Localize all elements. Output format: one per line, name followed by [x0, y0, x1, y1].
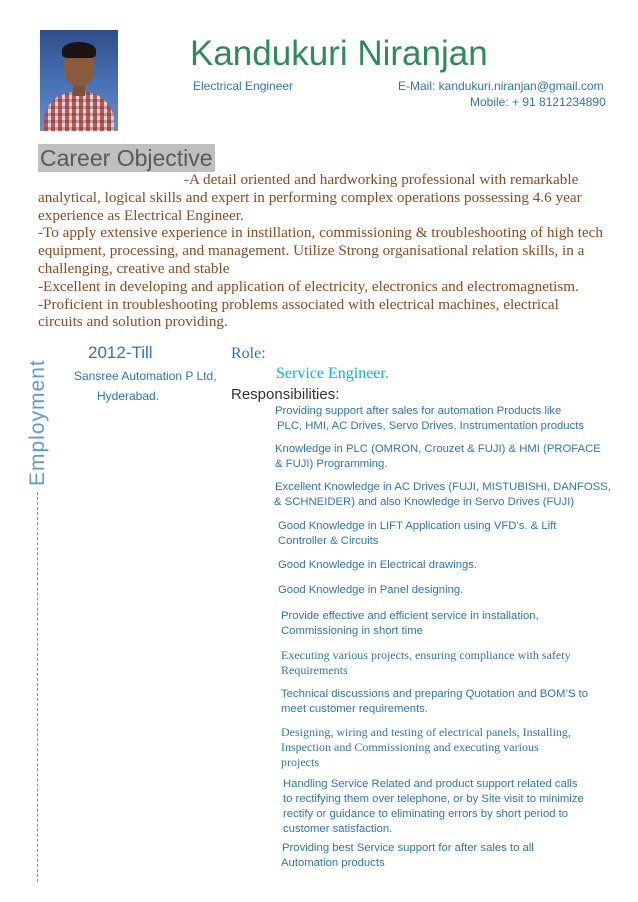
role-value: Service Engineer.	[276, 365, 389, 382]
career-line: challenging, creative and stable	[38, 259, 230, 277]
employment-divider	[37, 492, 38, 882]
responsibility-item: Executing various projects, ensuring compliance with safety Requirements	[281, 648, 571, 677]
employment-section-label: Employment	[26, 359, 49, 486]
company-city: Hyderabad.	[97, 389, 160, 403]
responsibility-item: Excellent Knowledge in AC Drives (FUJI, MISTUBISHI, DANFOSS, & SCHNEIDER) and also Knowledge in Servo Drives (FUJI)	[274, 481, 611, 508]
career-line: -Excellent in developing and application of electricity, electronics and electromagnetism.	[38, 277, 579, 295]
email-address[interactable]: E-Mail: kandukuri.niranjan@gmail.com	[398, 79, 604, 93]
career-line: analytical, logical skills and expert in performing complex operations possessing 4.6 year	[38, 188, 582, 206]
company-name: Sansree Automation P Ltd,	[74, 369, 217, 383]
employment-period: 2012-Till	[88, 343, 153, 362]
candidate-name: Kandukuri Niranjan	[190, 34, 488, 73]
responsibility-item: Good Knowledge in Electrical drawings.	[278, 559, 478, 571]
career-line: experience as Electrical Engineer.	[38, 206, 244, 224]
profile-photo	[40, 30, 118, 131]
role-label: Role:	[231, 345, 266, 362]
responsibility-item: Provide effective and efficient service in installation, Commissioning in short time	[281, 610, 539, 637]
career-objective-text	[38, 171, 613, 331]
responsibility-item: Good Knowledge in LIFT Application using VFD’s. & Lift Controller & Circuits	[278, 520, 557, 547]
responsibility-item: Technical discussions and preparing Quotation and BOM’S to meet customer requirements.	[281, 688, 589, 715]
mobile-number: Mobile: + 91 8121234890	[470, 95, 606, 109]
career-line: -To apply extensive experience in instillation, commissioning & troubleshooting of high tech	[38, 224, 603, 242]
responsibility-item: Good Knowledge in Panel designing.	[278, 584, 464, 596]
responsibility-item: Handling Service Related and product support related calls to rectifying them over telephone, or by Site visit to minimize rectify or guidance to eliminating errors by short period to customer satisfaction.	[283, 778, 584, 835]
responsibility-item: Providing best Service support for after sales to all Automation products	[281, 842, 534, 869]
responsibility-item: Designing, wiring and testing of electrical panels, Installing, Inspection and Commissioning and executing various projects	[281, 725, 571, 769]
responsibilities-heading: Responsibilities:	[231, 386, 340, 403]
career-line: -A detail oriented and hardworking professional with remarkable	[184, 171, 579, 188]
career-line: equipment, processing, and management. Utilize Strong organisational relation skills, in a	[38, 242, 585, 260]
career-line: -Proficient in troubleshooting problems associated with electrical machines, electrical	[38, 295, 559, 313]
responsibility-item: Providing support after sales for automation Products like PLC, HMI, AC Drives, Servo Drives, Instrumentation products	[275, 405, 585, 432]
job-title: Electrical Engineer	[193, 79, 294, 93]
career-objective-heading: Career Objective	[40, 145, 213, 171]
career-line: circuits and solution providing.	[38, 313, 228, 331]
responsibility-item: Knowledge in PLC (OMRON, Crouzet & FUJI) & HMI (PROFACE & FUJI) Programming.	[275, 443, 601, 470]
